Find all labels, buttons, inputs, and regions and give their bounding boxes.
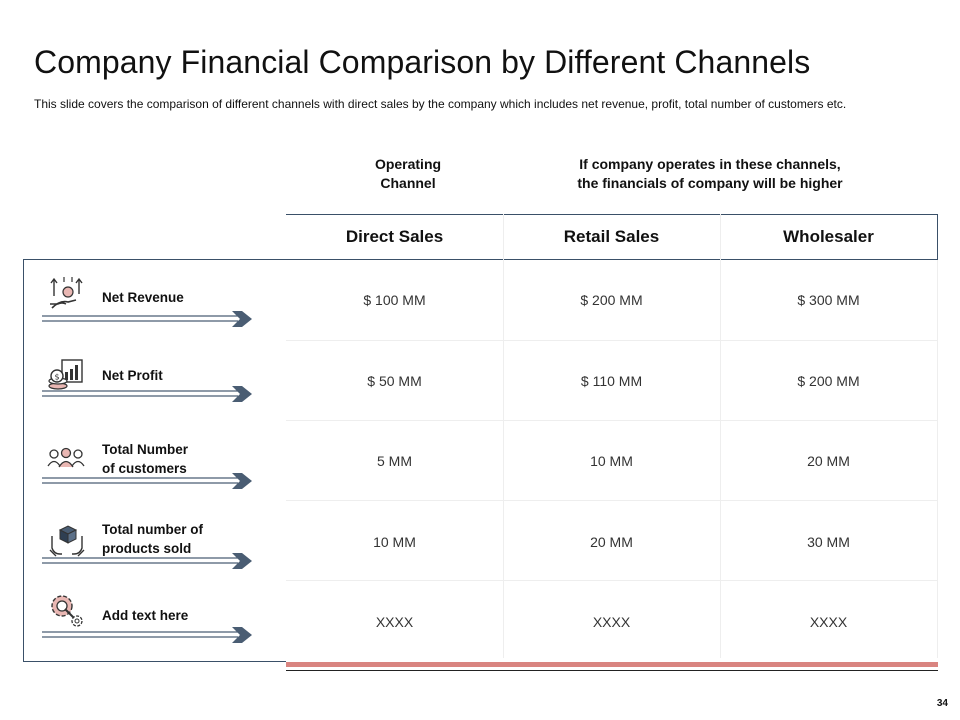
table-cell: 5 MM bbox=[377, 453, 412, 469]
table-bottom-border bbox=[286, 670, 938, 671]
revenue-growth-icon bbox=[46, 274, 86, 314]
metric-total-customers bbox=[24, 440, 286, 500]
metric-products-sold bbox=[24, 520, 286, 580]
metric-label: Add text here bbox=[102, 608, 189, 623]
table-cell: $ 100 MM bbox=[363, 292, 426, 308]
metric-add-text bbox=[24, 590, 286, 650]
arrow-right-icon bbox=[42, 311, 252, 327]
metrics-panel bbox=[23, 259, 286, 662]
metric-label-line1: Total Number bbox=[102, 442, 189, 457]
page-number: 34 bbox=[936, 698, 948, 709]
table-cell: 20 MM bbox=[807, 453, 850, 469]
table-cell: 10 MM bbox=[590, 453, 633, 469]
other-channels-header-line1: If company operates in these channels, bbox=[579, 156, 841, 172]
table-cell: $ 200 MM bbox=[580, 292, 643, 308]
column-header-direct-sales: Direct Sales bbox=[345, 227, 444, 246]
table-cell: $ 200 MM bbox=[797, 373, 860, 389]
column-divider bbox=[937, 260, 938, 658]
column-header-retail-sales: Retail Sales bbox=[563, 227, 660, 246]
table-cell: $ 50 MM bbox=[367, 373, 422, 389]
metric-label-line1: Total number of bbox=[102, 522, 203, 537]
arrow-right-icon bbox=[42, 627, 252, 643]
operating-channel-header-line1: Operating bbox=[374, 156, 442, 172]
table-cell: 20 MM bbox=[590, 534, 633, 550]
metric-label: Net Profit bbox=[102, 368, 163, 383]
table-cell: 10 MM bbox=[373, 534, 416, 550]
table-right-border bbox=[937, 214, 938, 260]
operating-channel-header bbox=[330, 155, 486, 193]
svg-text:$: $ bbox=[54, 372, 60, 382]
slide-subtitle: This slide covers the comparison of different channels with direct sales by the company which includes net revenue, profit, total number of customers etc. bbox=[34, 97, 847, 111]
metric-label-line2: of customers bbox=[102, 461, 187, 476]
gear-icon bbox=[46, 590, 86, 630]
metric-label: Net Revenue bbox=[102, 290, 184, 305]
operating-channel-header-line2: Channel bbox=[380, 175, 436, 191]
table-cell: XXXX bbox=[375, 614, 414, 630]
table-cell: $ 300 MM bbox=[797, 292, 860, 308]
metric-net-profit bbox=[24, 356, 286, 416]
arrow-right-icon bbox=[42, 473, 252, 489]
table-cell: 30 MM bbox=[807, 534, 850, 550]
comparison-table bbox=[286, 214, 938, 672]
accent-bar bbox=[286, 662, 938, 667]
metric-net-revenue bbox=[24, 274, 286, 334]
table-cell: XXXX bbox=[809, 614, 848, 630]
arrow-right-icon bbox=[42, 553, 252, 569]
column-header-wholesaler: Wholesaler bbox=[783, 227, 874, 246]
table-cell: $ 110 MM bbox=[580, 373, 643, 389]
slide-title: Company Financial Comparison by Different Channels bbox=[34, 44, 811, 80]
table-cell: XXXX bbox=[592, 614, 631, 630]
other-channels-header bbox=[500, 155, 920, 193]
other-channels-header-line2: the financials of company will be higher bbox=[577, 175, 843, 191]
metric-label-line2: products sold bbox=[102, 541, 192, 556]
arrow-right-icon bbox=[42, 386, 252, 402]
